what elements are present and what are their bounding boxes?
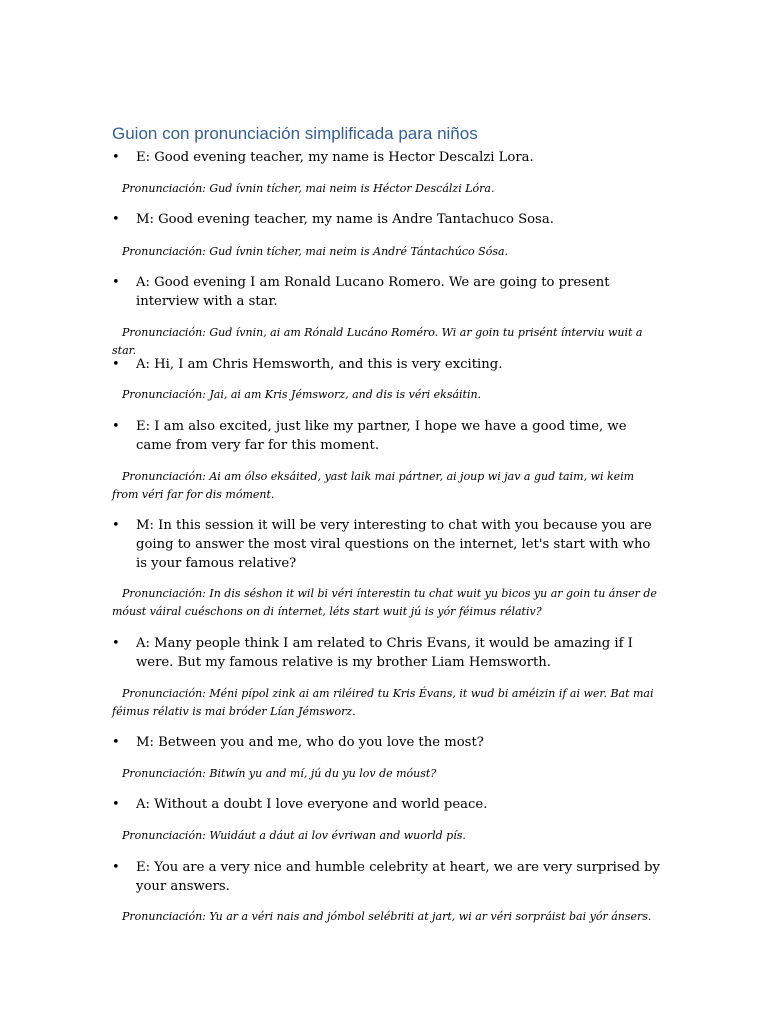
pronunciation-line: Pronunciación: Yu ar a véri nais and jómbol selébriti at jart, wi ar véri sorpráist bai yór ánsers. (122, 910, 652, 923)
dialogue-line (112, 858, 660, 896)
bullet-icon: • (112, 735, 120, 750)
bullet-icon: • (112, 357, 120, 372)
bullet-icon: • (112, 860, 120, 875)
bullet-icon: • (112, 150, 120, 165)
dialogue-text: A: Good evening I am Ronald Lucano Romero. We are going to present interview with a star. (136, 275, 610, 309)
dialogue-text: A: Many people think I am related to Chris Evans, it would be amazing if I were. But my famous relative is my brother Liam Hemsworth. (136, 636, 633, 670)
bullet-icon: • (112, 518, 120, 533)
pronunciation-line: Pronunciación: Wuidáut a dáut ai lov évriwan and wuorld pís. (122, 829, 466, 842)
document-title: Guion con pronunciación simplificada para niños (112, 124, 478, 143)
dialogue-text: M: In this session it will be very interesting to chat with you because you are going to answer the most viral questions on the internet, let's start with who is your famous relative? (136, 518, 652, 571)
dialogue-text: A: Without a doubt I love everyone and world peace. (136, 797, 488, 812)
dialogue-line (112, 273, 660, 311)
dialogue-line (112, 795, 660, 814)
pronunciation-line: Pronunciación: Bitwín yu and mí, jú du yu lov de móust? (122, 767, 437, 780)
dialogue-text: M: Good evening teacher, my name is Andre Tantachuco Sosa. (136, 212, 554, 227)
bullet-icon: • (112, 212, 120, 227)
dialogue-line (112, 516, 660, 573)
bullet-icon: • (112, 275, 120, 290)
dialogue-text: E: Good evening teacher, my name is Hector Descalzi Lora. (136, 150, 534, 165)
dialogue-line (112, 733, 660, 752)
dialogue-text: M: Between you and me, who do you love the most? (136, 735, 484, 750)
bullet-icon: • (112, 636, 120, 651)
pronunciation-line: Pronunciación: Ai am ólso eksáited, yast laik mai pártner, ai joup wi jav a gud taim, wi keim from véri far for dis móment. (112, 470, 635, 501)
dialogue-line (112, 148, 660, 167)
dialogue-text: A: Hi, I am Chris Hemsworth, and this is very exciting. (136, 357, 503, 372)
pronunciation-line: Pronunciación: Gud ívnin tícher, mai neim is André Tántachúco Sósa. (122, 245, 509, 258)
bullet-icon: • (112, 797, 120, 812)
dialogue-text: E: I am also excited, just like my partner, I hope we have a good time, we came from very far for this moment. (136, 419, 627, 453)
pronunciation-line: Pronunciación: Gud ívnin, ai am Rónald Lucáno Roméro. Wi ar goin tu prisént ínterviu wuit a star. (112, 326, 643, 357)
pronunciation-line: Pronunciación: Jai, ai am Kris Jémsworz, and dis is véri eksáitin. (122, 388, 482, 401)
pronunciation-line: Pronunciación: In dis séshon it wil bi véri ínterestin tu chat wuit yu bicos yu ar goin tu ánser de móust váiral cuéschons on di ínternet, léts start wuit jú is yór féimus rélativ? (112, 587, 657, 618)
dialogue-line (112, 417, 660, 455)
bullet-icon: • (112, 419, 120, 434)
dialogue-line (112, 355, 660, 374)
dialogue-text: E: You are a very nice and humble celebrity at heart, we are very surprised by your answers. (136, 860, 660, 894)
pronunciation-line: Pronunciación: Gud ívnin tícher, mai neim is Héctor Descálzi Lóra. (122, 182, 495, 195)
dialogue-line (112, 634, 660, 672)
dialogue-line (112, 210, 660, 229)
pronunciation-line: Pronunciación: Méni pípol zink ai am riléired tu Kris Évans, it wud bi améizin if ai wer. Bat mai féimus rélativ is mai bróder Lían Jémsworz. (112, 687, 654, 718)
